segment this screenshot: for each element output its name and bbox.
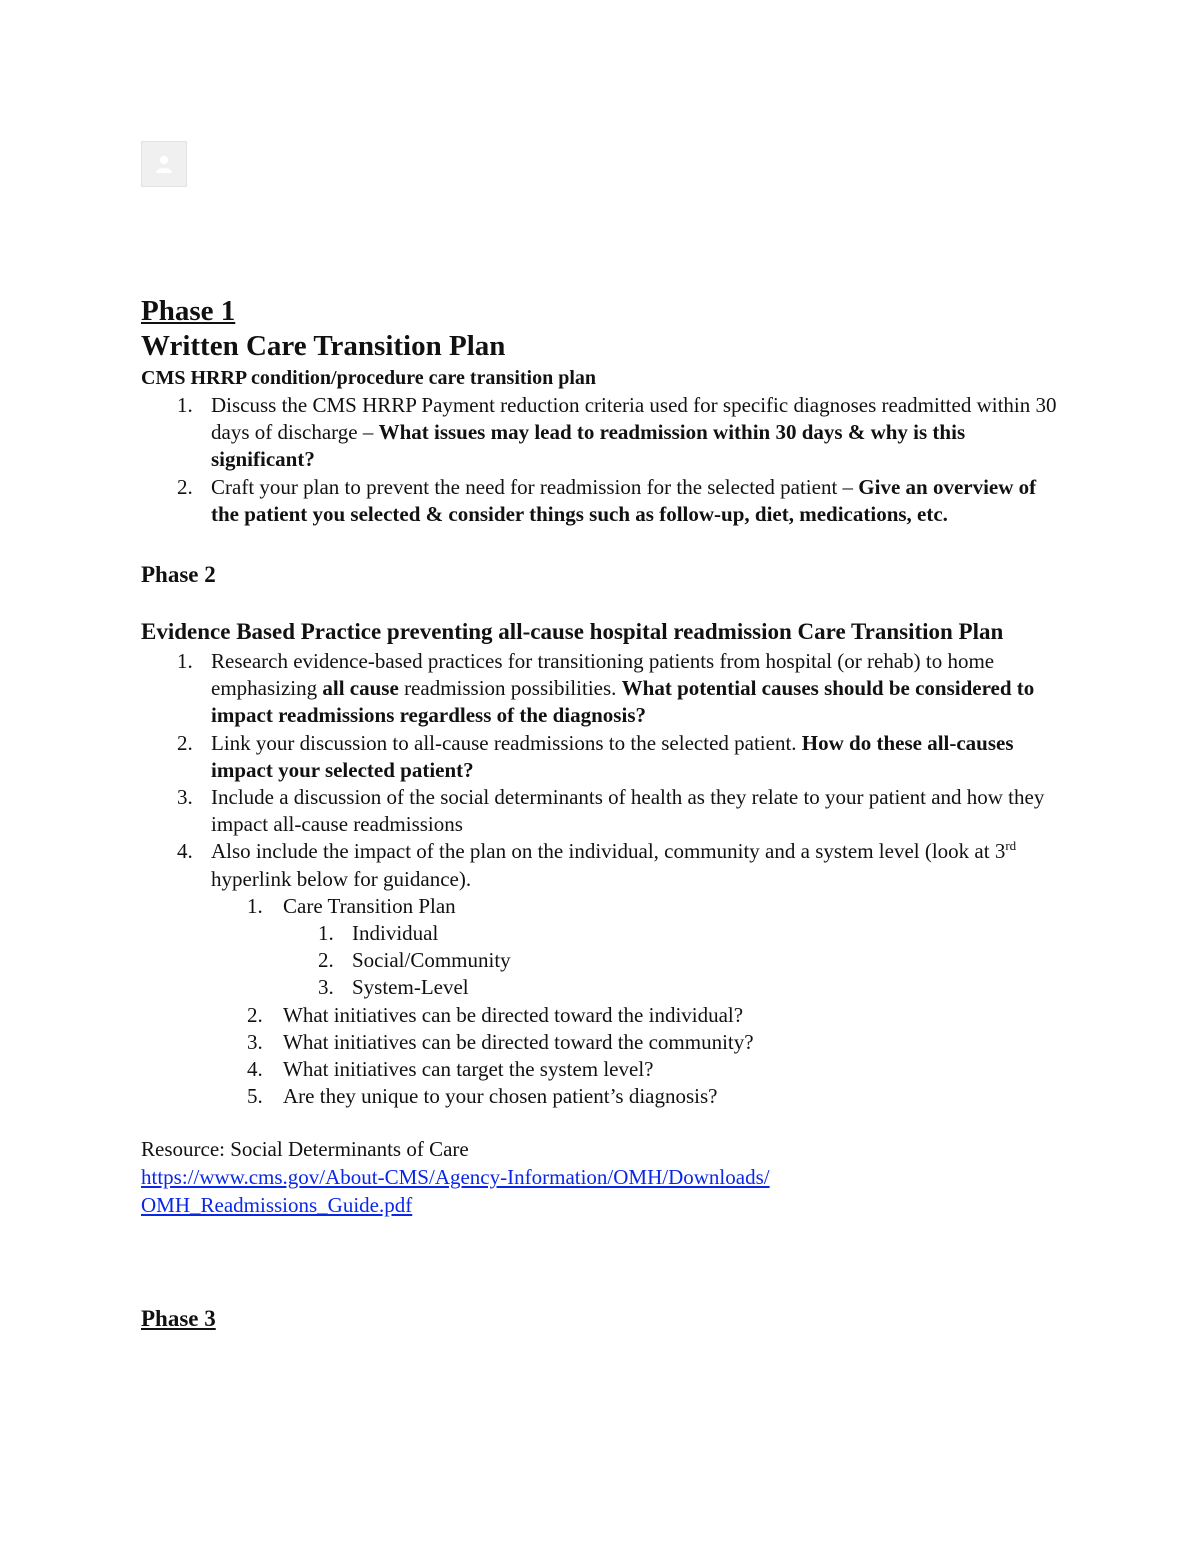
item-text: readmission possibilities. <box>398 676 622 701</box>
item-bold-text: all cause <box>322 676 399 701</box>
item-text: Individual <box>352 921 439 946</box>
list-item <box>283 974 1061 1001</box>
phase1-list <box>141 392 1061 528</box>
list-number: 2. <box>247 1002 263 1027</box>
item-text: Include a discussion of the social determinants of health as they relate to your patient and how they impact all-cause readmissions <box>211 785 1045 837</box>
list-item <box>141 392 1061 474</box>
list-number: 1. <box>318 921 334 946</box>
item-text: Craft your plan to prevent the need for readmission for the selected patient – <box>211 474 859 499</box>
list-item <box>141 648 1061 730</box>
superscript: rd <box>1005 838 1017 854</box>
item-bold-text: How do these all-causes impact your selected patient? <box>211 730 1014 782</box>
list-number: 1. <box>177 649 193 674</box>
list-item <box>211 1029 1061 1056</box>
resource-label: Resource: Social Determinants of Care <box>141 1137 469 1162</box>
phase1-subtitle: Written Care Transition Plan <box>141 330 506 362</box>
phase1-heading: CMS HRRP condition/procedure care transition plan <box>141 367 597 389</box>
item-text: Social/Community <box>352 948 511 973</box>
resource-link-line1: https://www.cms.gov/About-CMS/Agency-Information/OMH/Downloads/ <box>141 1165 770 1190</box>
list-item <box>283 947 1061 974</box>
list-number: 4. <box>247 1057 263 1082</box>
list-item <box>141 474 1061 528</box>
item-text: Research evidence-based practices for transitioning patients from hospital (or rehab) to home emphasizing <box>211 649 995 701</box>
item-bold-text: What issues may lead to readmission within 30 days & why is this significant? <box>211 420 966 472</box>
item-text: What initiatives can be directed toward the community? <box>283 1029 754 1054</box>
resource-link[interactable] <box>141 1163 1061 1219</box>
item-text: Also include the impact of the plan on the individual, community and a system level (look at 3 <box>211 839 1006 864</box>
item-text: Discuss the CMS HRRP Payment reduction criteria used for specific diagnoses readmitted within 30 days of discharge – <box>211 393 1057 445</box>
list-item <box>211 1083 1061 1110</box>
item-text: Care Transition Plan <box>283 893 456 918</box>
list-item <box>211 893 1061 1002</box>
list-number: 4. <box>177 839 193 864</box>
user-icon <box>154 154 174 174</box>
list-item <box>211 1056 1061 1083</box>
phase3-title: Phase 3 <box>141 1306 216 1332</box>
list-number: 1. <box>247 893 263 918</box>
phase2-list <box>141 648 1061 893</box>
list-number: 2. <box>177 730 193 755</box>
item-text: Link your discussion to all-cause readmissions to the selected patient. <box>211 730 802 755</box>
list-item <box>283 920 1061 947</box>
item-text: hyperlink below for guidance). <box>211 866 472 891</box>
list-number: 3. <box>247 1029 263 1054</box>
list-number: 3. <box>177 785 193 810</box>
avatar <box>141 141 187 187</box>
list-item <box>211 1002 1061 1029</box>
resource-link-line2: OMH_Readmissions_Guide.pdf <box>141 1193 413 1218</box>
document-body <box>141 293 1061 1334</box>
list-number: 3. <box>318 975 334 1000</box>
list-item <box>141 784 1061 838</box>
item-bold-text: Give an overview of the patient you selected & consider things such as follow-up, diet, medications, etc. <box>211 474 1037 526</box>
care-plan-sublist <box>283 920 1061 1002</box>
list-number: 2. <box>177 474 193 499</box>
list-number: 5. <box>247 1084 263 1109</box>
list-item <box>141 838 1061 892</box>
item-text: Are they unique to your chosen patient’s diagnosis? <box>283 1084 718 1109</box>
item-bold-text: What potential causes should be considered to impact readmissions regardless of the diagnosis? <box>211 676 1035 728</box>
phase2-sublist <box>211 893 1061 1111</box>
item-text: What initiatives can target the system level? <box>283 1057 654 1082</box>
list-number: 1. <box>177 393 193 417</box>
list-number: 2. <box>318 948 334 973</box>
item-text: System-Level <box>352 975 469 1000</box>
phase2-title: Phase 2 <box>141 562 216 588</box>
item-text: What initiatives can be directed toward the individual? <box>283 1002 744 1027</box>
phase1-title: Phase 1 <box>141 295 236 327</box>
phase2-heading: Evidence Based Practice preventing all-cause hospital readmission Care Transition Plan <box>141 619 1004 645</box>
list-item <box>141 730 1061 784</box>
